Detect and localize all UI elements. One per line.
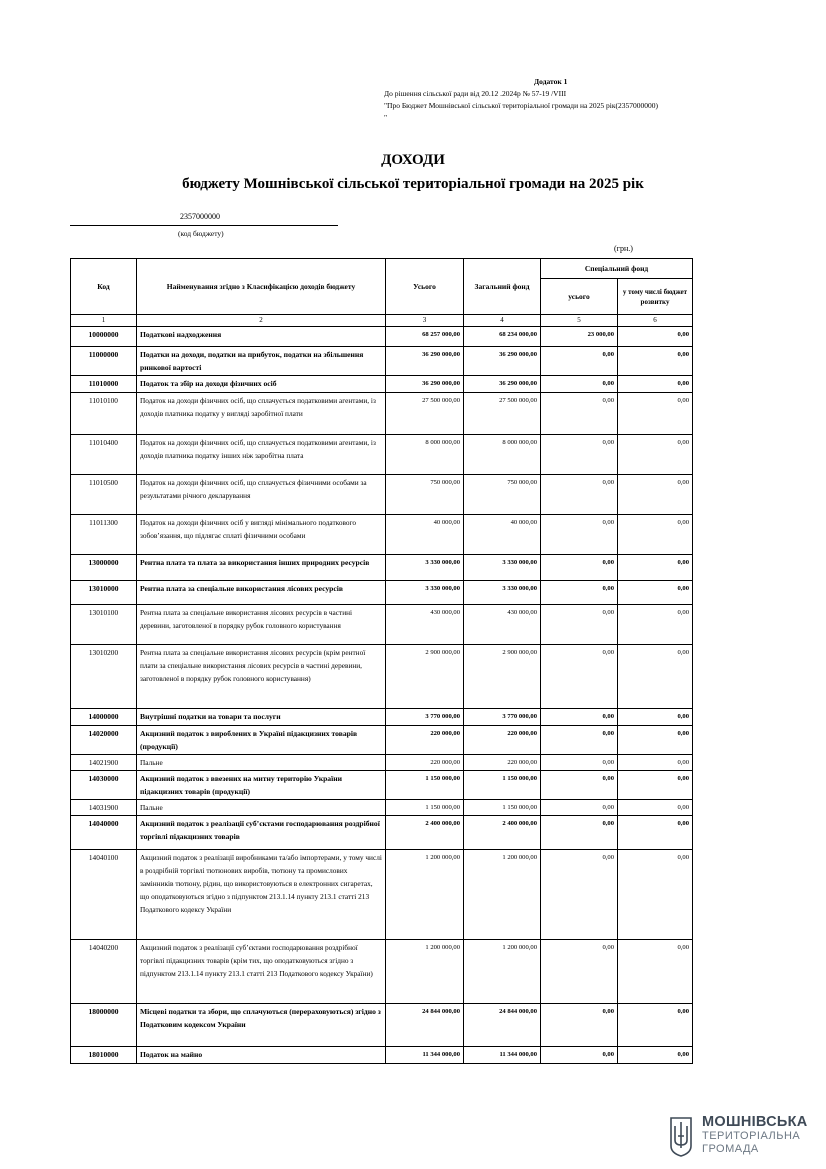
row-total: 36 290 000,00 (386, 376, 464, 393)
row-code: 13000000 (71, 555, 137, 581)
row-development-budget: 0,00 (618, 555, 693, 581)
row-general-fund: 3 330 000,00 (464, 581, 541, 605)
row-development-budget: 0,00 (618, 726, 693, 755)
row-name: Акцизний податок з реалізації виробниками та/або імпортерами, у тому числі в роздрібній торгівлі тютюнових виробів, тютюну та промислових замінників тютюну, рідин, що використовуються в електронних сигаретах, що оподатковуються згідно з підпунктом 213.1.14 пункту 213.1 статті 213 Податкового кодексу України (137, 850, 386, 940)
row-special-fund: 23 000,00 (541, 327, 618, 347)
row-name: Пальне (137, 800, 386, 816)
row-special-fund: 0,00 (541, 605, 618, 645)
column-number: 6 (618, 315, 693, 327)
row-total: 11 344 000,00 (386, 1047, 464, 1064)
row-total: 430 000,00 (386, 605, 464, 645)
row-total: 1 150 000,00 (386, 800, 464, 816)
column-number: 1 (71, 315, 137, 327)
row-name: Пальне (137, 755, 386, 771)
row-code: 11011300 (71, 515, 137, 555)
table-row (71, 645, 693, 709)
row-general-fund: 40 000,00 (464, 515, 541, 555)
document-title: ДОХОДИ (381, 152, 445, 168)
row-code: 18000000 (71, 1004, 137, 1047)
annex-title: Додаток 1 (534, 77, 568, 86)
row-code: 13010200 (71, 645, 137, 709)
row-total: 3 330 000,00 (386, 581, 464, 605)
table-row (71, 347, 693, 376)
row-code: 13010100 (71, 605, 137, 645)
row-name: Акцизний податок з вироблених в Україні підакцизних товарів (продукції) (137, 726, 386, 755)
row-code: 14040000 (71, 816, 137, 850)
row-name: Акцизний податок з ввезених на митну територію України підакцизних товарів (продукції) (137, 771, 386, 800)
row-development-budget: 0,00 (618, 515, 693, 555)
budget-code-block (70, 212, 338, 238)
row-general-fund: 750 000,00 (464, 475, 541, 515)
document-subtitle: бюджету Мошнівської сільської територіальної громади на 2025 рік (182, 176, 644, 192)
table-row (71, 605, 693, 645)
row-general-fund: 36 290 000,00 (464, 347, 541, 376)
table-row (71, 1004, 693, 1047)
row-name: Рентна плата за спеціальне використання лісових ресурсів (137, 581, 386, 605)
table-row (71, 515, 693, 555)
row-code: 14040200 (71, 940, 137, 1004)
table-row (71, 475, 693, 515)
row-code: 11000000 (71, 347, 137, 376)
row-general-fund: 8 000 000,00 (464, 435, 541, 475)
header-development-budget: у тому числі бюджет розвитку (618, 279, 693, 315)
row-special-fund: 0,00 (541, 850, 618, 940)
row-code: 13010000 (71, 581, 137, 605)
row-name: Внутрішні податки на товари та послуги (137, 709, 386, 726)
row-general-fund: 2 400 000,00 (464, 816, 541, 850)
row-special-fund: 0,00 (541, 555, 618, 581)
row-development-budget: 0,00 (618, 816, 693, 850)
row-special-fund: 0,00 (541, 800, 618, 816)
row-code: 14020000 (71, 726, 137, 755)
row-general-fund: 1 150 000,00 (464, 800, 541, 816)
row-code: 11010000 (71, 376, 137, 393)
annex-quote-line: " (384, 113, 388, 122)
row-special-fund: 0,00 (541, 1047, 618, 1064)
header-name: Найменування згідно з Класифікацією доходів бюджету (137, 259, 386, 315)
row-general-fund: 1 150 000,00 (464, 771, 541, 800)
logo-text-line1: МОШНІВСЬКА (702, 1114, 808, 1130)
row-general-fund: 1 200 000,00 (464, 940, 541, 1004)
row-development-budget: 0,00 (618, 605, 693, 645)
row-name: Податок на доходи фізичних осіб, що сплачується податковими агентами, із доходів платника податку у вигляді заробітної плати (137, 393, 386, 435)
row-special-fund: 0,00 (541, 816, 618, 850)
row-special-fund: 0,00 (541, 1004, 618, 1047)
row-special-fund: 0,00 (541, 475, 618, 515)
row-total: 220 000,00 (386, 755, 464, 771)
table-row (71, 1047, 693, 1064)
row-development-budget: 0,00 (618, 581, 693, 605)
row-total: 2 900 000,00 (386, 645, 464, 709)
table-row (71, 376, 693, 393)
row-development-budget: 0,00 (618, 645, 693, 709)
table-body (71, 327, 693, 1064)
row-special-fund: 0,00 (541, 755, 618, 771)
table-row (71, 816, 693, 850)
row-name: Податок та збір на доходи фізичних осіб (137, 376, 386, 393)
row-general-fund: 24 844 000,00 (464, 1004, 541, 1047)
column-number: 4 (464, 315, 541, 327)
row-special-fund: 0,00 (541, 435, 618, 475)
row-total: 1 200 000,00 (386, 940, 464, 1004)
row-special-fund: 0,00 (541, 393, 618, 435)
row-total: 40 000,00 (386, 515, 464, 555)
budget-code-caption: (код бюджету) (178, 229, 224, 238)
row-name: Акцизний податок з реалізації суб’єктами господарювання роздрібної торгівлі підакцизних товарів (137, 816, 386, 850)
row-code: 14040100 (71, 850, 137, 940)
table-row (71, 726, 693, 755)
row-special-fund: 0,00 (541, 581, 618, 605)
row-name: Акцизний податок з реалізації суб’єктами господарювання роздрібної торгівлі підакцизних товарів (крім тих, що оподатковуються згідно з підпунктом 213.1.14 пункту 213.1 статті 213 Податкового кодексу України) (137, 940, 386, 1004)
table-row (71, 709, 693, 726)
row-special-fund: 0,00 (541, 376, 618, 393)
row-development-budget: 0,00 (618, 376, 693, 393)
header-total: Усього (386, 259, 464, 315)
row-development-budget: 0,00 (618, 1047, 693, 1064)
row-name: Податкові надходження (137, 327, 386, 347)
row-general-fund: 36 290 000,00 (464, 376, 541, 393)
row-total: 1 150 000,00 (386, 771, 464, 800)
row-total: 3 330 000,00 (386, 555, 464, 581)
row-code: 14030000 (71, 771, 137, 800)
table-row (71, 940, 693, 1004)
row-special-fund: 0,00 (541, 645, 618, 709)
row-code: 18010000 (71, 1047, 137, 1064)
row-development-budget: 0,00 (618, 327, 693, 347)
header-special-total: усього (541, 279, 618, 315)
row-development-budget: 0,00 (618, 1004, 693, 1047)
row-total: 24 844 000,00 (386, 1004, 464, 1047)
row-name: Податок на майно (137, 1047, 386, 1064)
row-general-fund: 1 200 000,00 (464, 850, 541, 940)
row-development-budget: 0,00 (618, 771, 693, 800)
header-special-fund: Спеціальний фонд (541, 259, 693, 279)
row-development-budget: 0,00 (618, 940, 693, 1004)
table-row (71, 755, 693, 771)
community-logo (668, 1114, 808, 1160)
row-total: 750 000,00 (386, 475, 464, 515)
column-number: 2 (137, 315, 386, 327)
table-row (71, 393, 693, 435)
row-development-budget: 0,00 (618, 475, 693, 515)
row-general-fund: 3 770 000,00 (464, 709, 541, 726)
row-general-fund: 3 330 000,00 (464, 555, 541, 581)
row-code: 11010100 (71, 393, 137, 435)
row-name: Податок на доходи фізичних осіб, що сплачується податковими агентами, із доходів платника податку інших ніж заробітна плата (137, 435, 386, 475)
row-name: Податки на доходи, податки на прибуток, податки на збільшення ринкової вартості (137, 347, 386, 376)
row-name: Рентна плата за спеціальне використання лісових ресурсів (крім рентної плати за спеціальне використання лісових ресурсів в частині деревини, заготовленої в порядку рубок головного користування) (137, 645, 386, 709)
row-general-fund: 27 500 000,00 (464, 393, 541, 435)
row-development-budget: 0,00 (618, 347, 693, 376)
row-code: 11010500 (71, 475, 137, 515)
budget-code: 2357000000 (70, 212, 338, 226)
row-total: 36 290 000,00 (386, 347, 464, 376)
row-total: 2 400 000,00 (386, 816, 464, 850)
row-code: 14031900 (71, 800, 137, 816)
row-special-fund: 0,00 (541, 940, 618, 1004)
row-code: 10000000 (71, 327, 137, 347)
row-code: 11010400 (71, 435, 137, 475)
logo-text-line2: ТЕРИТОРІАЛЬНА (702, 1130, 801, 1142)
row-total: 1 200 000,00 (386, 850, 464, 940)
table-row (71, 555, 693, 581)
annex-block (384, 76, 724, 124)
row-total: 8 000 000,00 (386, 435, 464, 475)
logo-text-line3: ГРОМАДА (702, 1143, 759, 1155)
annex-subject-line: "Про Бюджет Мошнівської сільської територіальної громади на 2025 рік(2357000000) (384, 101, 659, 110)
row-general-fund: 430 000,00 (464, 605, 541, 645)
row-total: 68 257 000,00 (386, 327, 464, 347)
row-total: 3 770 000,00 (386, 709, 464, 726)
row-development-budget: 0,00 (618, 755, 693, 771)
trident-icon (668, 1116, 694, 1158)
table-row (71, 850, 693, 940)
table-row (71, 771, 693, 800)
row-total: 27 500 000,00 (386, 393, 464, 435)
row-name: Податок на доходи фізичних осіб, що сплачується фізичними особами за результатами річного декларування (137, 475, 386, 515)
row-development-budget: 0,00 (618, 435, 693, 475)
column-number: 5 (541, 315, 618, 327)
annex-decision-line: До рішення сільської ради від 20.12 .2024р № 57-19 /VIII (384, 89, 567, 98)
row-special-fund: 0,00 (541, 771, 618, 800)
row-special-fund: 0,00 (541, 709, 618, 726)
revenue-table (70, 258, 693, 1064)
header-general-fund: Загальний фонд (464, 259, 541, 315)
header-code: Код (71, 259, 137, 315)
row-general-fund: 68 234 000,00 (464, 327, 541, 347)
row-general-fund: 2 900 000,00 (464, 645, 541, 709)
row-name: Рентна плата та плата за використання інших природних ресурсів (137, 555, 386, 581)
row-special-fund: 0,00 (541, 347, 618, 376)
row-code: 14000000 (71, 709, 137, 726)
row-development-budget: 0,00 (618, 709, 693, 726)
row-development-budget: 0,00 (618, 850, 693, 940)
row-general-fund: 11 344 000,00 (464, 1047, 541, 1064)
row-general-fund: 220 000,00 (464, 726, 541, 755)
row-development-budget: 0,00 (618, 393, 693, 435)
column-number: 3 (386, 315, 464, 327)
row-name: Місцеві податки та збори, що сплачуються (перераховуються) згідно з Податковим кодексом України (137, 1004, 386, 1047)
table-row (71, 435, 693, 475)
row-special-fund: 0,00 (541, 515, 618, 555)
row-name: Рентна плата за спеціальне використання лісових ресурсів в частині деревини, заготовленої в порядку рубок головного користування (137, 605, 386, 645)
units-label: (грн.) (614, 244, 633, 253)
table-row (71, 581, 693, 605)
row-code: 14021900 (71, 755, 137, 771)
row-name: Податок на доходи фізичних осіб у вигляді мінімального податкового зобов’язання, що підлягає сплаті фізичними особами (137, 515, 386, 555)
row-total: 220 000,00 (386, 726, 464, 755)
table-row (71, 327, 693, 347)
row-special-fund: 0,00 (541, 726, 618, 755)
row-development-budget: 0,00 (618, 800, 693, 816)
row-general-fund: 220 000,00 (464, 755, 541, 771)
table-row (71, 800, 693, 816)
